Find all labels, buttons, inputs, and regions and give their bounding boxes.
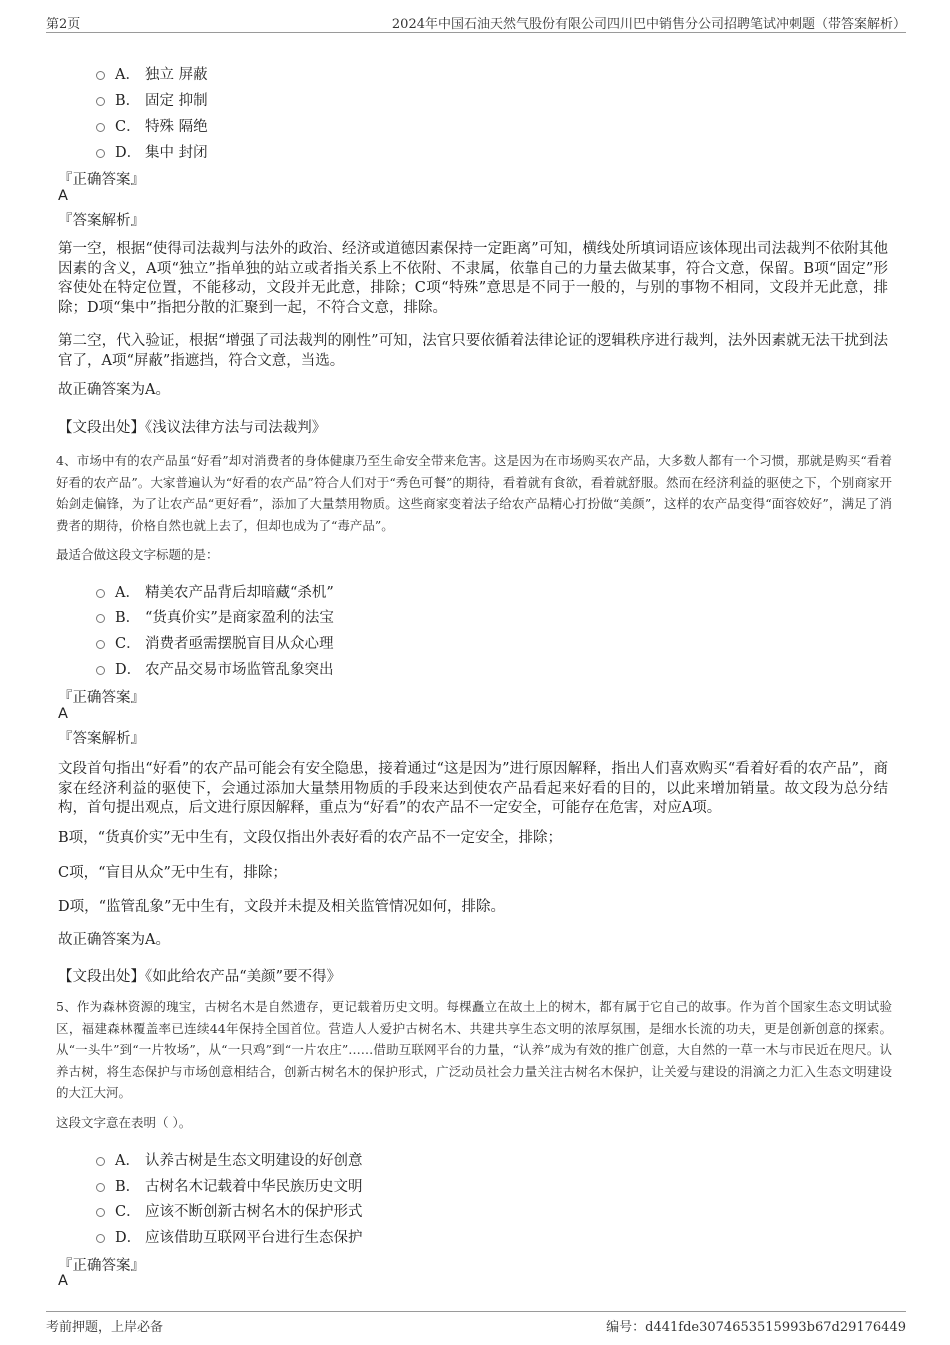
q4-source: 【文段出处】《如此给农产品“美颜”要不得》: [58, 969, 342, 985]
radio-icon[interactable]: [96, 640, 105, 649]
q4-stem: 4、市场中有的农产品虽“好看”却对消费者的身体健康乃至生命安全带来危害。这是因为在市场购买农产品，大多数人都有一个习惯，那就是购买“看着好看的农产品”。大家普遍认为“好看的农产品”符合人们对于“秀色可餐”的期待，看着就有食欲，看着就舒服。然而在经济利益的驱使之下，个别商家开始剑走偏锋，为了让农产品“更好看”，添加了大量禁用物质。这些商家变着法子给农产品精心打扮做“美颜”，这样的农产品变得“面容姣好”，满足了消费者的期待，价格自然也就上去了，但却也成为了“毒产品”。: [56, 453, 892, 533]
radio-icon[interactable]: [96, 71, 105, 80]
q4-option-c[interactable]: C． 消费者亟需摆脱盲目从众心理: [96, 630, 334, 654]
q4-answer-label: 『正确答案』: [58, 690, 145, 706]
radio-icon[interactable]: [96, 123, 105, 132]
q4-answer: A: [58, 706, 68, 722]
radio-icon[interactable]: [96, 666, 105, 675]
q3-option-b[interactable]: B． 固定 抑制: [96, 87, 208, 111]
page-header: [46, 10, 906, 33]
q5-option-b[interactable]: B． 古树名木记载着中华民族历史文明: [96, 1173, 363, 1197]
q5-option-c[interactable]: C． 应该不断创新古树名木的保护形式: [96, 1198, 363, 1222]
q5-stem: 5、作为森林资源的瑰宝，古树名木是自然遗存，更记载着历史文明。每棵矗立在故土上的树木，都有属于它自己的故事。作为首个国家生态文明试验区，福建森林覆盖率已连续44年保持全国首位。营造人人爱护古树名木、共建共享生态文明的浓厚氛围，是细水长流的功夫，更是创新创意的探索。从“一头牛”到“一片牧场”，从“一只鸡”到“一片农庄”……借助互联网平台的力量，“认养”成为有效的推广创意，大自然的一草一木与市民近在咫尺。认养古树，将生态保护与市场创意相结合，创新古树名木的保护形式，广泛动员社会力量关注古树名木保护，让关爱与建设的涓滴之力汇入生态文明建设的大江大河。: [56, 999, 892, 1100]
document-id: 编号：d441fde3074653515993b67d29176449: [606, 1320, 906, 1335]
q3-option-c[interactable]: C． 特殊 隔绝: [96, 113, 208, 137]
q3-analysis-paragraph: 第一空，根据“使得司法裁判与法外的政治、经济或道德因素保持一定距离”可知，横线处所填词语应该体现出司法裁判不依附其他因素的含义，A项“独立”指单独的站立或者指关系上不依附、不隶属，依靠自己的力量去做某事，符合文意，保留。B项“固定”形容使处在特定位置，不能移动，文段并无此意，排除；C项“特殊”意思是不同于一般的，与别的事物不相同，文段并无此意，排除；D项“集中”指把分散的汇聚到一起，不符合文意，排除。: [58, 241, 888, 316]
page-footer: [46, 1311, 906, 1338]
radio-icon[interactable]: [96, 1208, 105, 1217]
q3-analysis-conclusion: 故正确答案为A。: [58, 382, 170, 398]
q4-analysis-paragraph: 文段首句指出“好看”的农产品可能会有安全隐患，接着通过“这是因为”进行原因解释，指出人们喜欢购买“看着好看的农产品”，商家在经济利益的驱使下，会通过添加大量禁用物质的手段来达到使农产品看起来好看的目的，以此来增加销量。故文段为总分结构，首句提出观点，后文进行原因解释，重点为“好看”的农产品不一定安全，可能存在危害，对应A项。: [58, 761, 888, 816]
document-title: 2024年中国石油天然气股份有限公司四川巴中销售分公司招聘笔试冲刺题（带答案解析）: [391, 17, 906, 32]
radio-icon[interactable]: [96, 1234, 105, 1243]
q3-option-a[interactable]: A． 独立 屏蔽: [96, 61, 208, 85]
radio-icon[interactable]: [96, 614, 105, 623]
q5-option-a[interactable]: A． 认养古树是生态文明建设的好创意: [96, 1147, 363, 1171]
radio-icon[interactable]: [96, 149, 105, 158]
footer-slogan: 考前押题，上岸必备: [46, 1320, 164, 1335]
q5-answer: A: [58, 1273, 68, 1289]
q3-analysis-label: 『答案解析』: [58, 213, 145, 229]
q4-analysis-label: 『答案解析』: [58, 731, 145, 747]
q3-option-d[interactable]: D． 集中 封闭: [96, 139, 208, 163]
q3-answer: A: [58, 188, 68, 204]
q4-analysis-paragraph: D项，“监管乱象”无中生有，文段并未提及相关监管情况如何，排除。: [58, 899, 505, 915]
q5-ask: 这段文字意在表明（ ）。: [56, 1115, 192, 1130]
radio-icon[interactable]: [96, 1183, 105, 1192]
radio-icon[interactable]: [96, 97, 105, 106]
q4-option-a[interactable]: A． 精美农产品背后却暗藏“杀机”: [96, 579, 334, 603]
q4-option-b[interactable]: B． “货真价实”是商家盈利的法宝: [96, 604, 334, 628]
radio-icon[interactable]: [96, 1157, 105, 1166]
q3-analysis-paragraph: 第二空，代入验证，根据“增强了司法裁判的刚性”可知，法官只要依循着法律论证的逻辑秩序进行裁判，法外因素就无法干扰到法官了，A项“屏蔽”指遮挡，符合文意，当选。: [58, 333, 888, 369]
q4-analysis-paragraph: B项，“货真价实”无中生有，文段仅指出外表好看的农产品不一定安全，排除；: [58, 830, 562, 846]
q5-answer-label: 『正确答案』: [58, 1258, 145, 1274]
q3-answer-label: 『正确答案』: [58, 172, 145, 188]
q4-analysis-conclusion: 故正确答案为A。: [58, 932, 170, 948]
q4-analysis-paragraph: C项，“盲目从众”无中生有，排除；: [58, 865, 287, 881]
q5-option-d[interactable]: D． 应该借助互联网平台进行生态保护: [96, 1224, 363, 1248]
q4-ask: 最适合做这段文字标题的是：: [56, 547, 219, 562]
q3-source: 【文段出处】《浅议法律方法与司法裁判》: [58, 420, 327, 436]
page-number: 第2页: [46, 17, 81, 32]
q4-option-d[interactable]: D． 农产品交易市场监管乱象突出: [96, 656, 334, 680]
radio-icon[interactable]: [96, 589, 105, 598]
